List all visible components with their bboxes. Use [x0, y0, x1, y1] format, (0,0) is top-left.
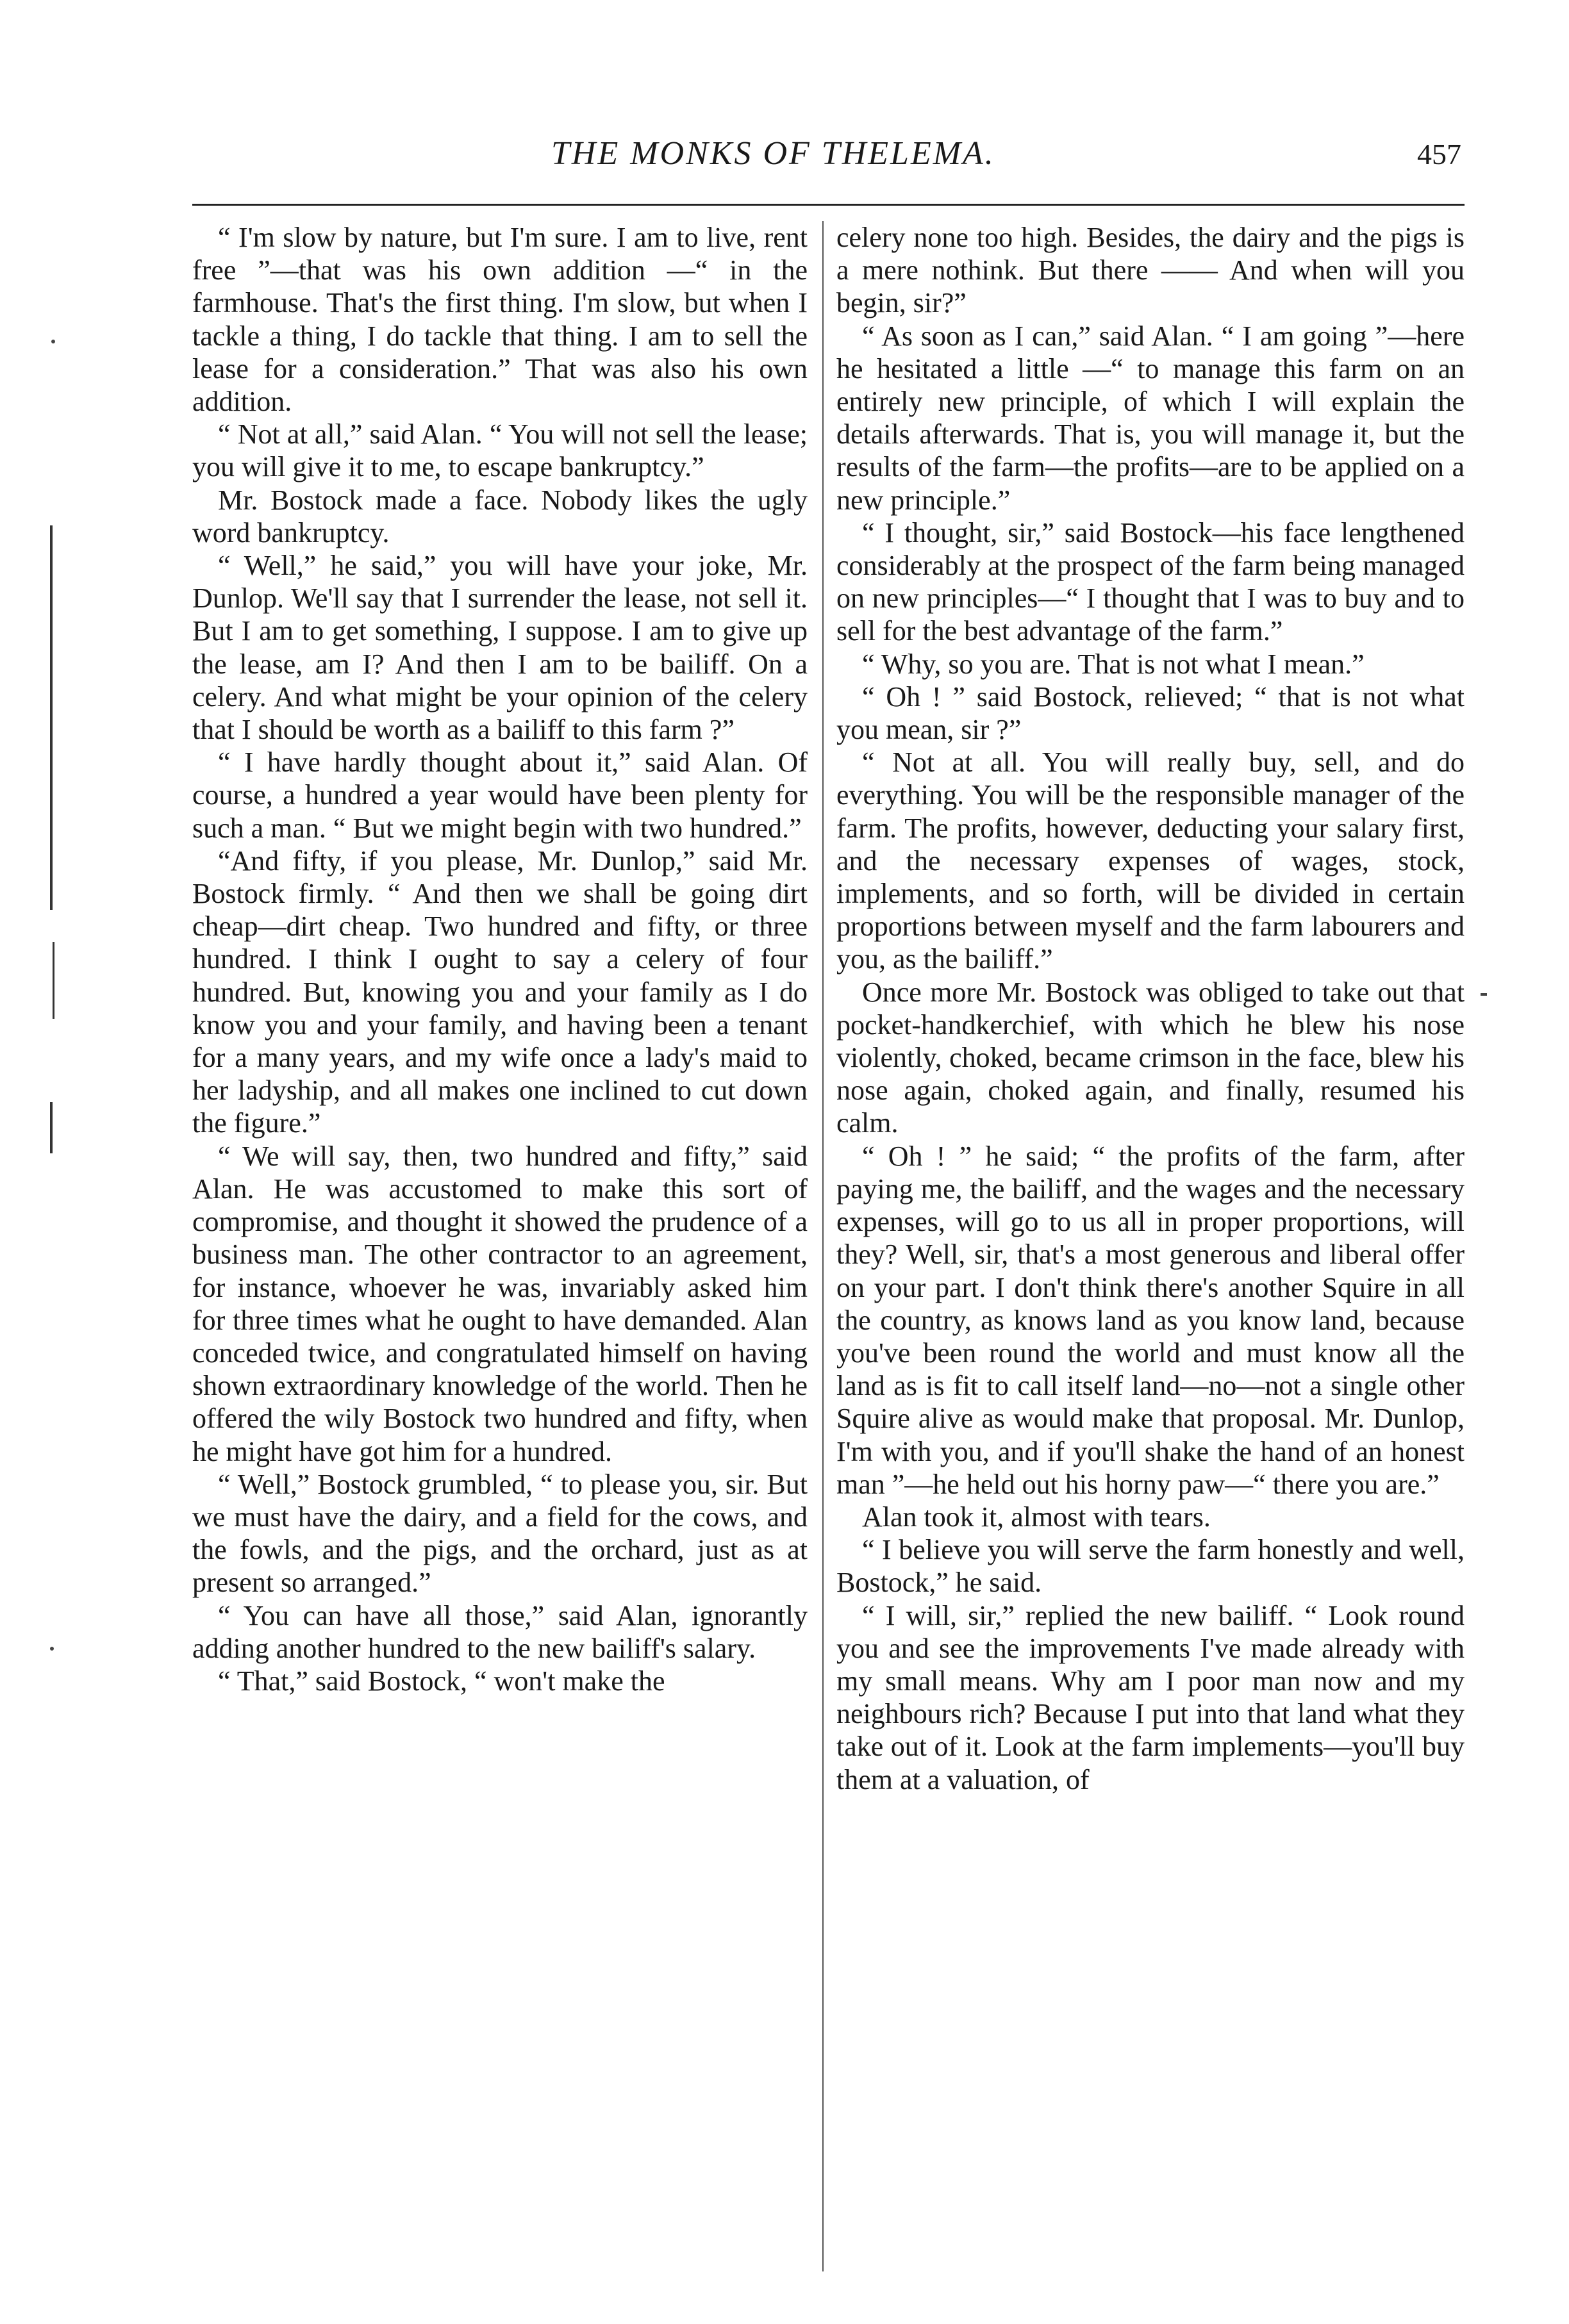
paragraph: “ Why, so you are. That is not what I mean.”: [862, 648, 1365, 680]
paragraph: “ I believe you will serve the farm honestly and well, Bostock,” he said.: [836, 1534, 1465, 1599]
paragraph: “ As soon as I can,” said Alan. “ I am going ”—here he hesitated a little —“ to manage this farm on an entirely new principle, of which I will explain the details afterwards. That is, you will manage it, but the results of the farm—the profits—are to be applied on a new principle.”: [836, 320, 1465, 516]
paragraph: “ Well,” he said,” you will have your joke, Mr. Dunlop. We'll say that I surrender the lease, not sell it. But I am to get something, I suppose. I am to give up the lease, am I? And then I am to be bailiff. On a celery. And what might be your opinion of the celery that I should be worth as a bailiff to this farm ?”: [192, 550, 808, 746]
paragraph-continued: celery none too high. Besides, the dairy and the pigs is a mere nothink. But there —— And when will you begin, sir?”: [836, 222, 1465, 319]
paragraph: “And fifty, if you please, Mr. Dunlop,” said Mr. Bostock firmly. “ And then we shall be going dirt cheap—dirt cheap. Two hundred and fifty, or three hundred. I think I ought to say a celery of four hundred. But, knowing you and your family as I do know you and your family, and having been a tenant for a many years, and my wife once a lady's maid to her ladyship, and all makes one inclined to cut down the figure.”: [192, 845, 808, 1139]
paragraph: “ Oh ! ” said Bostock, relieved; “ that is not what you mean, sir ?”: [836, 680, 1465, 746]
paragraph: “ I have hardly thought about it,” said Alan. Of course, a hundred a year would have been plenty for such a man. “ But we might begin with two hundred.”: [192, 746, 808, 844]
paragraph: Alan took it, almost with tears.: [862, 1501, 1211, 1533]
paragraph: Once more Mr. Bostock was obliged to take out that pocket-handkerchief, with which he blew his nose violently, choked, became crimson in the face, blew his nose again, choked again, and finally, resumed his calm.: [836, 976, 1465, 1139]
paragraph: “ Not at all,” said Alan. “ You will not sell the lease; you will give it to me, to escape bankruptcy.”: [192, 418, 808, 483]
paragraph: “ That,” said Bostock, “ won't make the: [218, 1665, 665, 1697]
column-divider: [822, 221, 824, 2271]
page-number: 457: [1417, 138, 1461, 170]
paragraph: “ Oh ! ” he said; “ the profits of the farm, after paying me, the bailiff, and the wages and the necessary expenses, will go to us all in proper proportions, will they? Well, sir, that's a most generous and liberal offer on your part. I don't think there's another Squire in all the country, as knows land as you know land, because you've been round the world and must know all the land as is fit to call itself land—no—not a single other Squire alive as would make that proposal. Mr. Dunlop, I'm with you, and if you'll shake the hand of an honest man ”—he held out his horny paw—“ there you are.”: [836, 1140, 1465, 1500]
paragraph: “ You can have all those,” said Alan, ignorantly adding another hundred to the new bailiff's salary.: [192, 1599, 808, 1664]
margin-scan-artifact: [38, 525, 58, 1455]
paragraph: “ I will, sir,” replied the new bailiff. “ Look round you and see the improvements I've made already with my small means. Why am I poor man now and my neighbours rich? Because I put into that land what they take out of it. Look at the farm implements—you'll buy them at a valuation, of: [836, 1599, 1465, 1795]
paragraph: “ Not at all. You will really buy, sell, and do everything. You will be the responsible manager of the farm. The profits, however, deducting your salary first, and the necessary expenses of wages, stock, implements, and so forth, will be divided in certain proportions between myself and the farm labourers and you, as the bailiff.”: [836, 746, 1465, 975]
running-head: [192, 135, 1461, 179]
paragraph: “ I thought, sir,” said Bostock—his face lengthened considerably at the prospect of the farm being managed on new principles—“ I thought that I was to buy and to sell for the best advantage of the farm.”: [836, 516, 1465, 647]
header-rule: [192, 204, 1465, 206]
left-column: [192, 221, 808, 1697]
paragraph: “ I'm slow by nature, but I'm sure. I am to live, rent free ”—that was his own addition —“ in the farmhouse. That's the first thing. I'm slow, but when I tackle a thing, I do tackle that thing. I am to sell the lease for a consideration.” That was also his own addition.: [192, 222, 808, 418]
paragraph: Mr. Bostock made a face. Nobody likes the ugly word bankruptcy.: [192, 484, 808, 548]
paragraph: “ Well,” Bostock grumbled, “ to please you, sir. But we must have the dairy, and a field for the cows, and the fowls, and the pigs, and the orchard, just as at present so arranged.”: [192, 1468, 808, 1599]
paragraph: “ We will say, then, two hundred and fifty,” said Alan. He was accustomed to make this sort of compromise, and thought it showed the prudence of a business man. The other contractor to an agreement, for instance, whoever he was, invariably asked him for three times what he ought to have demanded. Alan conceded twice, and congratulated himself on having shown extraordinary knowledge of the world. Then he offered the wily Bostock two hundred and fifty, when he might have got him for a hundred.: [192, 1140, 808, 1467]
running-title: THE MONKS OF THELEMA.: [551, 135, 995, 172]
right-column: [836, 221, 1465, 1796]
